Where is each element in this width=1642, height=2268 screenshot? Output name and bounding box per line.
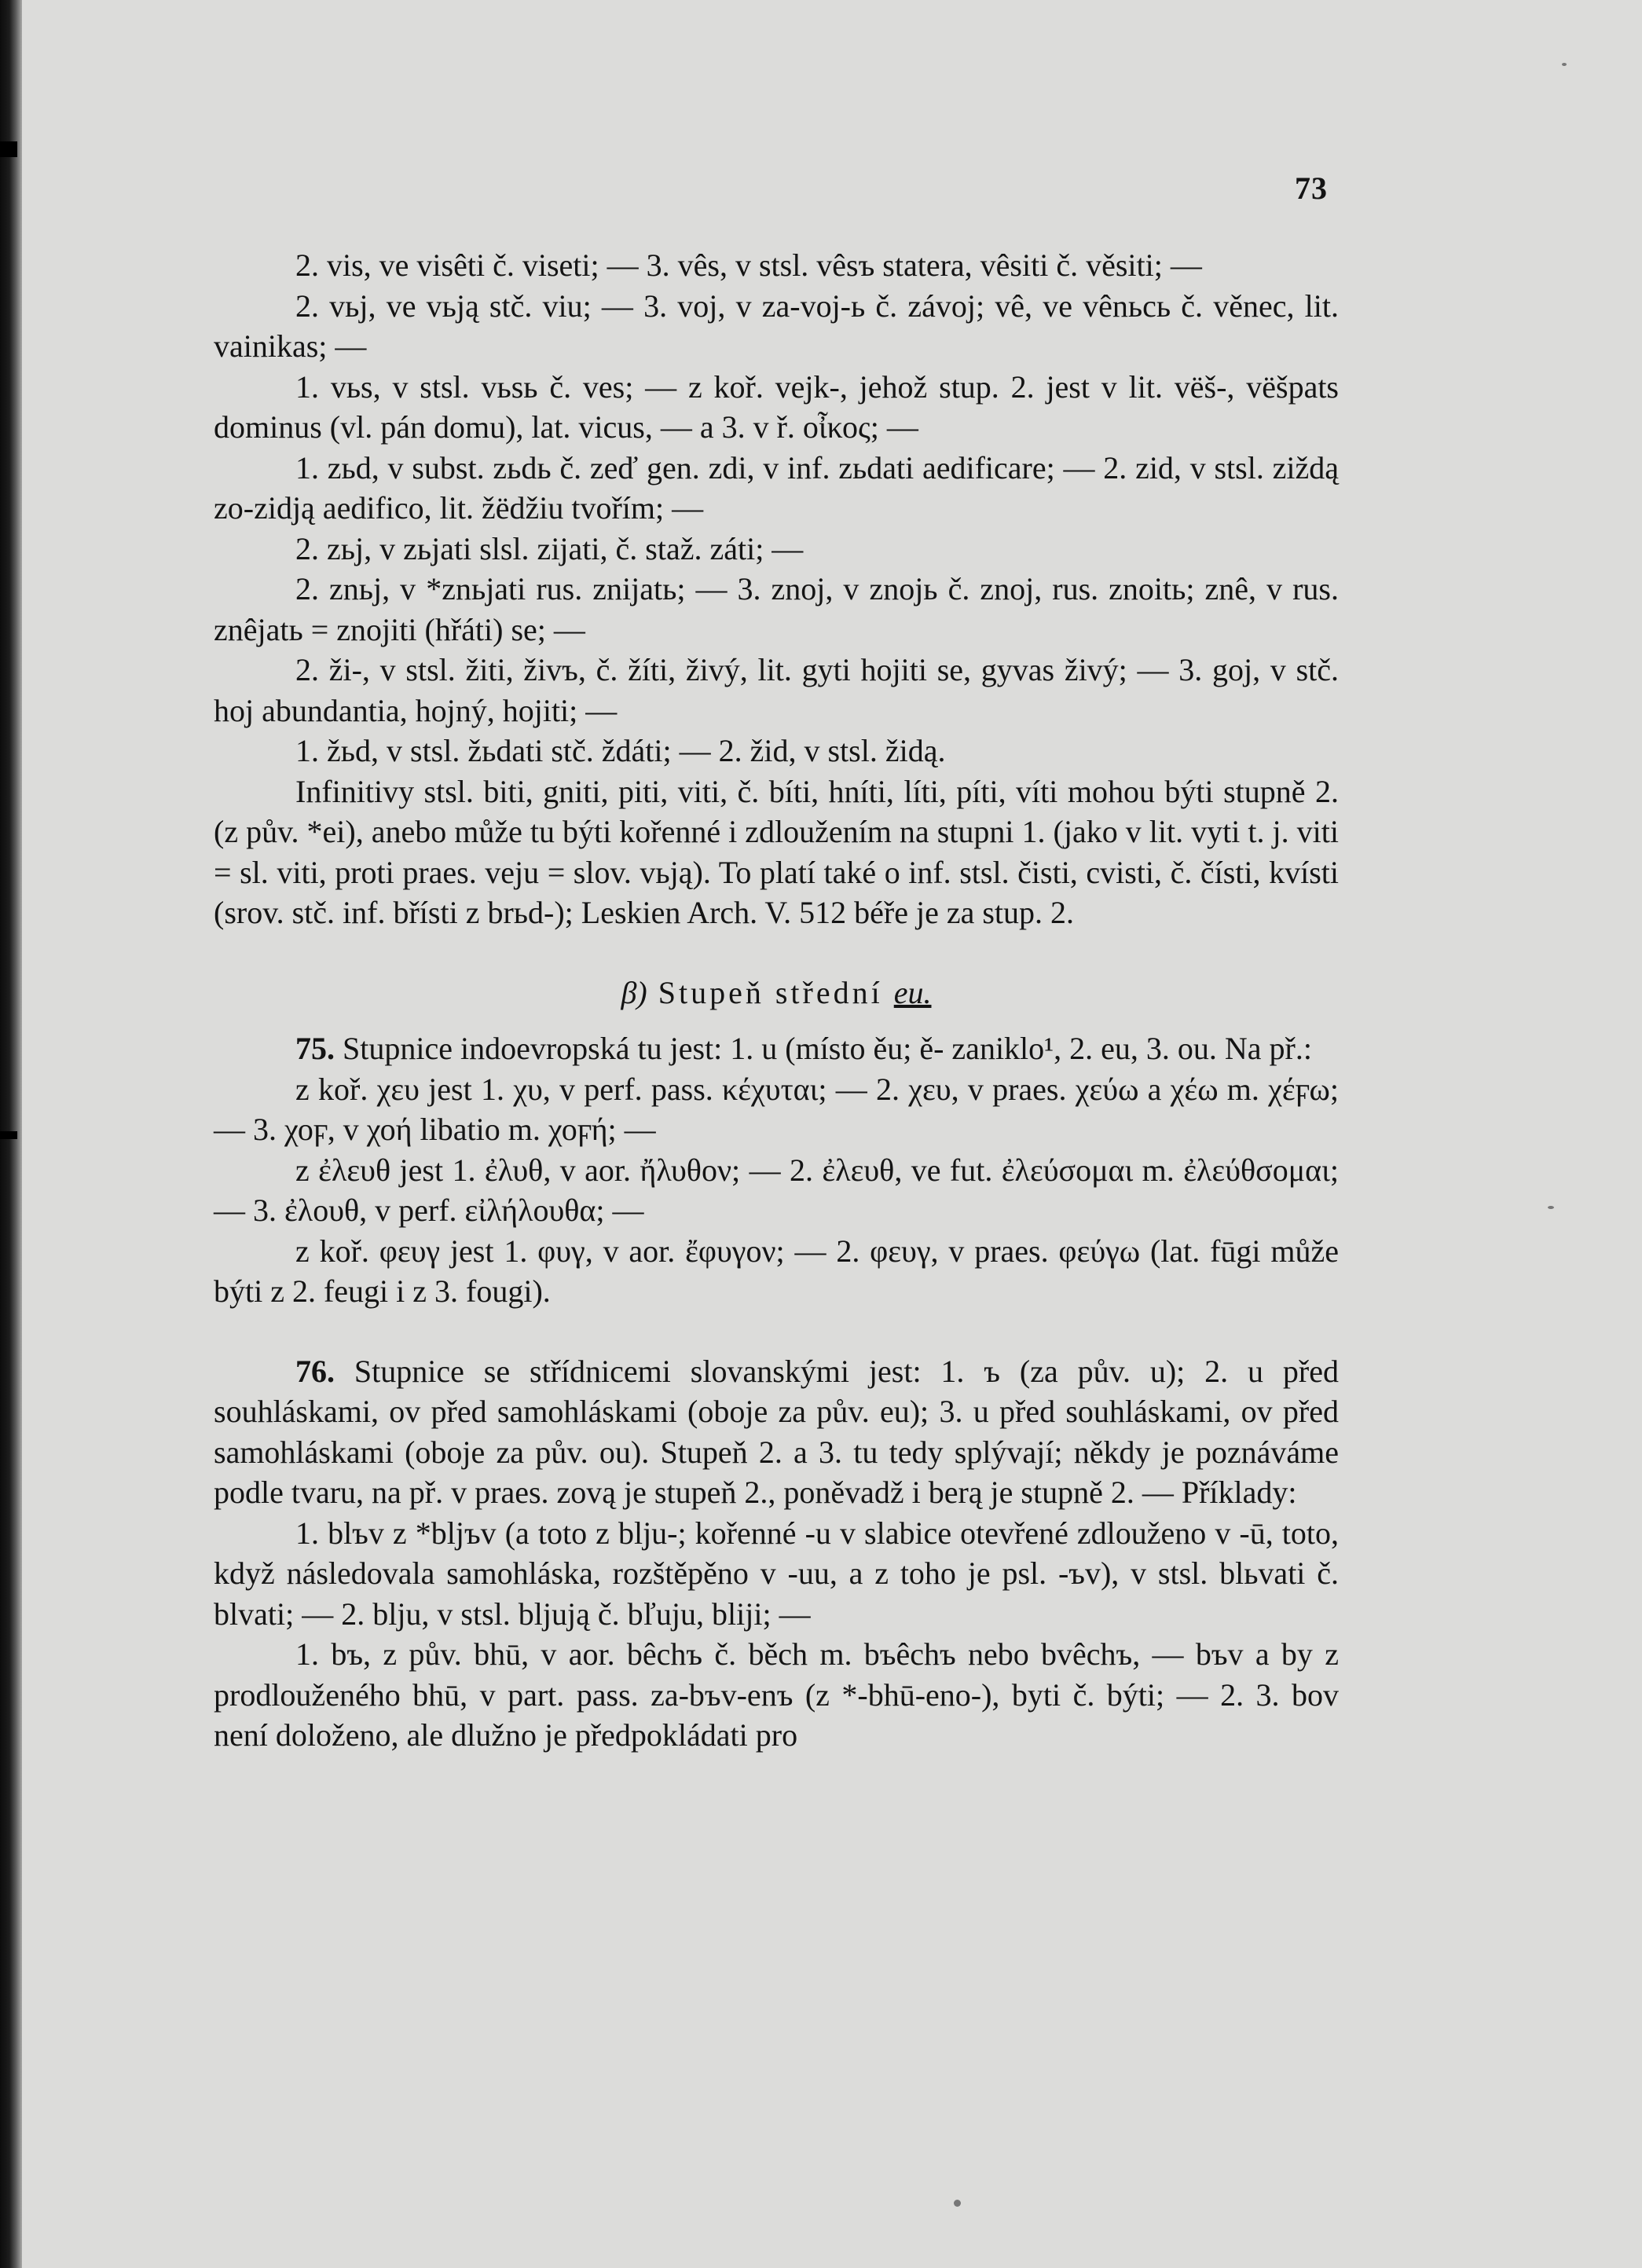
paragraph: 2. zьj, v zьjati slsl. zijati, č. staž. záti; — <box>295 530 804 566</box>
paragraph: 1. žьd, v stsl. žьdati stč. ždáti; — 2. žid, v stsl. židą. <box>295 733 946 768</box>
dust-speck <box>954 2200 961 2207</box>
paragraph-text: 1. blъv z *bljъv (a toto z blju-; kořenné -u v slabice otevřené zdlouženo v -ū, toto, když následovala samohláska, rozštěpěno v -uu, a z toho je psl. -ъv), v stsl. blьvati č. blvati; — 2. blju, v stsl. bljują č. bľuju, bliji; — <box>214 1515 1339 1632</box>
dust-speck <box>1562 63 1567 66</box>
paragraph-text: Stupnice indoevropská tu jest: 1. u (místo ěu; ě- zaniklo¹, 2. eu, 3. ou. Na př.: <box>343 1031 1312 1066</box>
paragraph: Infinitivy stsl. biti, gniti, piti, viti, č. bíti, hníti, líti, píti, víti mohou býti stupně 2. (z pův. *ei), anebo může tu býti kořenné i zdloužením na stupni 1. (jako v lit. vyti t. j. viti = sl. viti, proti praes. veju = slov. vьją). To platí také o inf. stsl. čisti, cvisti, č. čísti, kvísti (srov. stč. inf. břísti z brьd-); Leskien Arch. V. 512 béře je za stup. 2. <box>214 773 1339 930</box>
page-number: 73 <box>1295 170 1328 206</box>
page-body <box>214 245 1339 1756</box>
section-number: 75. <box>295 1031 335 1066</box>
section-75-paragraph <box>214 1150 1339 1231</box>
section-75-paragraph <box>214 1028 1339 1069</box>
paragraph-text: z koř. φευγ jest 1. φυγ, v aor. ἔφυγον; — 2. φευγ, v praes. φεύγω (lat. fūgi může býti z 2. feugi i z 3. fougi). <box>214 1233 1339 1309</box>
section-75-paragraph <box>214 1231 1339 1312</box>
paragraph: 2. znьj, v *znьjati rus. znijatь; — 3. znoj, v znojь č. znoj, rus. znoitь; znê, v rus. znêjatь = znojiti (hřáti) se; — <box>214 571 1339 647</box>
paragraph-text: Stupnice se střídnicemi slovanskými jest: 1. ъ (za pův. u); 2. u před souhláskami, ov před samohláskami (oboje za pův. eu); 3. u před souhláskami, ov před samohláskami (oboje za pův. ou). Stupeň 2. a 3. tu tedy splývají; někdy je poznáváme podle tvaru, na př. v praes. zovą je stupeň 2., poněvadž i berą je stupně 2. — Příklady: <box>214 1353 1340 1510</box>
scan-edge-mark <box>0 1131 17 1139</box>
paragraph: 1. vьs, v stsl. vьsь č. ves; — z koř. vejk-, jehož stup. 2. jest v lit. vëš-, vëšpats dominus (vl. pán domu), lat. vicus, — a 3. v ř. οἶκος; — <box>214 368 1339 445</box>
section-76-paragraph <box>214 1351 1339 1513</box>
section-75-paragraph <box>214 1069 1339 1150</box>
section-heading-ending: eu. <box>893 974 932 1010</box>
section-heading-prefix: β) <box>621 974 647 1010</box>
paragraph: 2. vis, ve visêti č. viseti; — 3. vês, v stsl. vêsъ statera, vêsiti č. věsiti; — <box>295 247 1202 283</box>
paragraph: 2. ži-, v stsl. žiti, živъ, č. žíti, živý, lit. gyti hojiti se, gyvas živý; — 3. goj, v stč. hoj abundantia, hojný, hojiti; — <box>214 652 1339 728</box>
paragraph-text: z koř. χευ jest 1. χυ, v perf. pass. κέχυται; — 2. χευ, v praes. χεύω a χέω m. χέϝω; — 3. χοϝ, v χοή libatio m. χοϝή; — <box>214 1071 1339 1147</box>
section-heading-text: Stupeň střední <box>658 974 883 1010</box>
paragraph: 1. zьd, v subst. zьdь č. zeď gen. zdi, v inf. zьdati aedificare; — 2. zid, v stsl. ziždą zo-zidją aedifico, lit. žëdžiu tvořím; — <box>214 449 1339 526</box>
section-76-paragraph <box>214 1513 1339 1635</box>
section-76-paragraph <box>214 1634 1339 1756</box>
dust-speck <box>1548 1206 1554 1209</box>
scan-left-edge <box>0 0 22 2268</box>
paragraph-text: 1. bъ, z pův. bhū, v aor. bêchъ č. běch m. bъêchъ nebo bvêchъ, — bъv a by z prodlouženého bhū, v part. pass. za-bъv-enъ (z *-bhū-eno-), byti č. býti; — 2. 3. bov není doloženo, ale dlužno je předpokládati pro <box>214 1636 1339 1753</box>
section-number: 76. <box>295 1353 335 1389</box>
scan-edge-mark <box>0 141 17 157</box>
paragraph-text: z ἐλευθ jest 1. ἐλυθ, v aor. ἤλυθον; — 2. ἐλευθ, ve fut. ἐλεύσομαι m. ἐλεύθσομαι; — 3. ἐλουθ, v perf. εἰλήλουθα; — <box>214 1152 1339 1228</box>
section-heading <box>214 973 1339 1013</box>
paragraph: 2. vьj, ve vьją stč. viu; — 3. voj, v za-voj-ь č. závoj; vê, ve vênьcь č. věnec, lit. vainikas; — <box>214 288 1339 364</box>
